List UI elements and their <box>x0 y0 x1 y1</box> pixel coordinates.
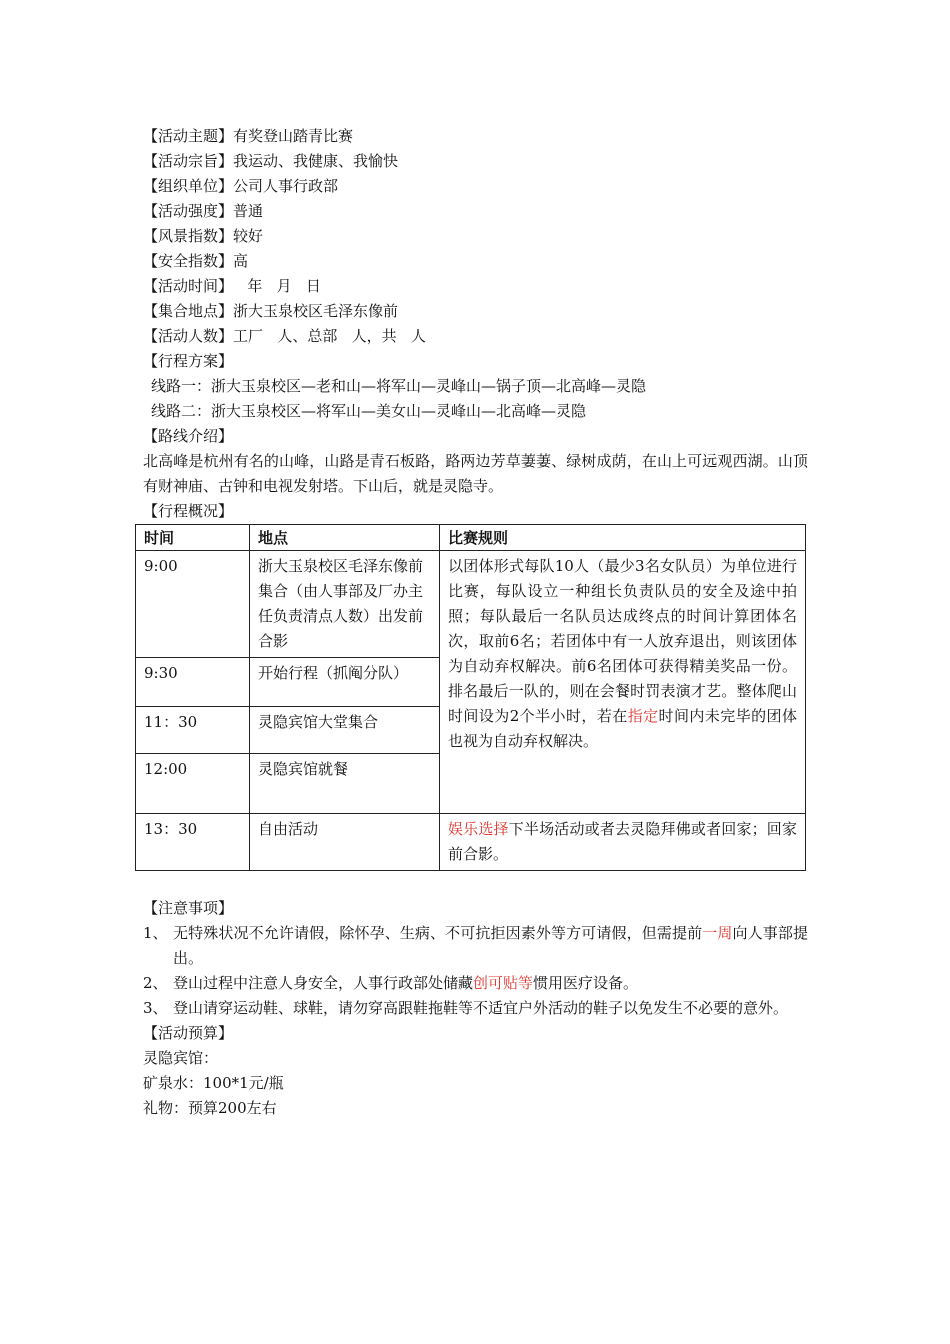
info-value: 我运动、我健康、我愉快 <box>233 152 399 170</box>
info-theme <box>143 124 808 149</box>
schedule-table <box>135 524 806 871</box>
info-date <box>143 274 808 299</box>
note-text-part: 无特殊状况不允许请假，除怀孕、生病、不可抗拒因素外等方可请假，但需提前 <box>173 924 703 942</box>
free-highlight: 娱乐选择 <box>448 820 509 838</box>
budget-line: 灵隐宾馆： <box>143 1049 219 1067</box>
note-text-end: 向人事部提出。 <box>173 924 808 967</box>
note-text-part: 登山请穿运动鞋、球鞋，请勿穿高跟鞋拖鞋等不适宜户外活动的鞋子以免发生不必要的意外。 <box>173 999 789 1017</box>
info-value: 工厂 人、总部 人，共 人 <box>233 327 426 345</box>
note-number: 3、 <box>143 999 168 1017</box>
note-highlight: 一周 <box>702 924 733 942</box>
info-label: 【活动强度】 <box>143 202 234 220</box>
info-headcount <box>143 324 808 349</box>
info-label: 【活动主题】 <box>143 127 234 145</box>
document-content <box>143 124 808 1121</box>
table-row <box>136 551 806 658</box>
info-label: 【组织单位】 <box>143 177 234 195</box>
note-number: 2、 <box>143 974 168 992</box>
cell-time: 11：30 <box>136 707 250 754</box>
cell-rules <box>440 551 806 814</box>
note-item <box>143 921 808 971</box>
overview-heading: 【行程概况】 <box>143 502 234 520</box>
cell-place: 开始行程（抓阄分队） <box>250 658 440 707</box>
rules-highlight: 指定 <box>627 707 659 725</box>
route-intro-heading: 【路线介绍】 <box>143 427 234 445</box>
info-label: 【安全指数】 <box>143 252 234 270</box>
note-item <box>143 996 808 1021</box>
rules-text: 以团体形式每队10人（最少3名女队员）为单位进行比赛，每队设立一种组长负责队员的安全及途中拍照；每队最后一名队员达成终点的时间计算团体名次，取前6名；若团体中有一人放弃退出，则该团体为自动弃权解决。前6名团体可获得精美奖品一份。排名最后一队的，则在会餐时罚表演才艺。整体爬山时间设为2个半小时，若在 <box>448 557 797 725</box>
cell-time: 13：30 <box>136 814 250 871</box>
note-text <box>173 996 808 1021</box>
cell-time: 9:30 <box>136 658 250 707</box>
free-text: 下半场活动或者去灵隐拜佛或者回家；回家前合影。 <box>448 820 797 863</box>
info-safety <box>143 249 808 274</box>
table-row <box>136 814 806 871</box>
note-item <box>143 971 808 996</box>
cell-time: 9:00 <box>136 551 250 658</box>
note-text-part: 登山过程中注意人身安全，人事行政部处储藏 <box>173 974 474 992</box>
info-label: 【活动人数】 <box>143 327 234 345</box>
budget-line: 矿泉水：100*1元/瓶 <box>143 1074 284 1092</box>
cell-place: 浙大玉泉校区毛泽东像前集合（由人事部及厂办主任负责清点人数）出发前合影 <box>250 551 440 658</box>
info-value: 较好 <box>233 227 264 245</box>
route-two: 线路二：浙大玉泉校区—将军山—美女山—灵峰山—北高峰—灵隐 <box>151 402 587 420</box>
info-label: 【集合地点】 <box>143 302 234 320</box>
info-label: 【风景指数】 <box>143 227 234 245</box>
note-text <box>173 971 808 996</box>
route-one: 线路一：浙大玉泉校区—老和山—将军山—灵峰山—锅子顶—北高峰—灵隐 <box>151 377 647 395</box>
note-text <box>173 921 808 971</box>
info-label: 【活动宗旨】 <box>143 152 234 170</box>
cell-place: 灵隐宾馆就餐 <box>250 754 440 814</box>
header-place: 地点 <box>250 525 440 551</box>
info-intensity <box>143 199 808 224</box>
info-purpose <box>143 149 808 174</box>
info-value: 浙大玉泉校区毛泽东像前 <box>233 302 399 320</box>
note-number: 1、 <box>143 924 168 942</box>
notes-heading: 【注意事项】 <box>143 899 234 917</box>
info-value: 公司人事行政部 <box>233 177 339 195</box>
info-value: 高 <box>233 252 249 270</box>
info-scenery <box>143 224 808 249</box>
budget-line: 礼物：预算200左右 <box>143 1099 277 1117</box>
info-label: 【活动时间】 <box>143 277 234 295</box>
table-header-row <box>136 525 806 551</box>
cell-place: 灵隐宾馆大堂集合 <box>250 707 440 754</box>
info-value: 普通 <box>233 202 264 220</box>
info-meeting-place <box>143 299 808 324</box>
cell-place: 自由活动 <box>250 814 440 871</box>
rules-text-end: 时间内未完毕的团体也视为自动弃权解决。 <box>448 707 797 750</box>
info-value: 年 月 日 <box>233 277 321 295</box>
note-text-end: 惯用医疗设备。 <box>533 974 639 992</box>
budget-heading: 【活动预算】 <box>143 1024 234 1042</box>
spacer <box>143 871 808 896</box>
itinerary-heading: 【行程方案】 <box>143 352 234 370</box>
info-organizer <box>143 174 808 199</box>
header-time: 时间 <box>136 525 250 551</box>
info-value: 有奖登山踏青比赛 <box>233 127 354 145</box>
cell-time: 12:00 <box>136 754 250 814</box>
cell-free-activity <box>440 814 806 871</box>
note-highlight: 创可贴等 <box>473 974 534 992</box>
header-rules: 比赛规则 <box>440 525 806 551</box>
route-intro-text: 北高峰是杭州有名的山峰，山路是青石板路，路两边芳草萋萋、绿树成荫，在山上可远观西湖。山顶有财神庙、古钟和电视发射塔。下山后，就是灵隐寺。 <box>143 452 808 495</box>
